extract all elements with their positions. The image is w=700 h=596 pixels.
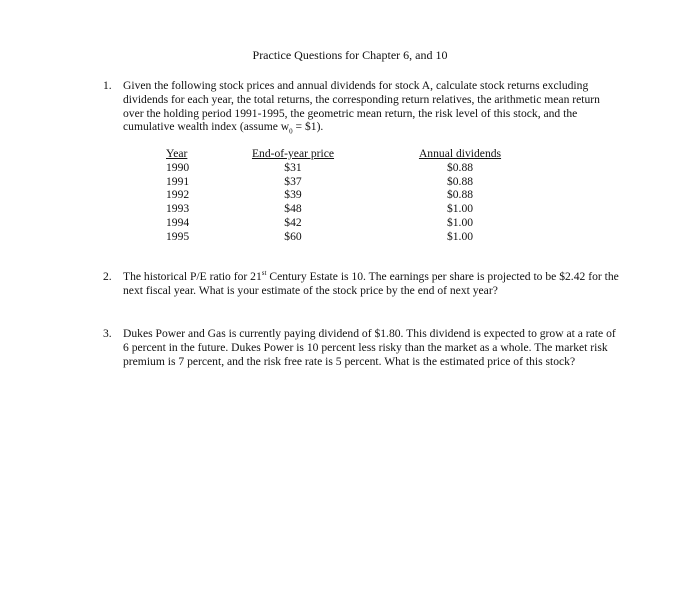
dividend-column <box>414 147 506 244</box>
document-title: Practice Questions for Chapter 6, and 10 <box>252 48 448 62</box>
price-cell: $42 <box>284 215 302 229</box>
question-text-part: Given the following stock prices and annual dividends for stock A, calculate stock returns excluding dividends for each year, the total returns, the corresponding return relatives, the arithmetic mean return over the holding period 1991-1995, the geometric mean return, the risk level of this stock, and the cumulative wealth index (assume w <box>123 79 600 134</box>
question-2 <box>103 270 623 298</box>
price-cell: $48 <box>284 202 302 216</box>
year-cell: 1990 <box>166 160 190 174</box>
question-text <box>123 79 623 134</box>
price-cell: $31 <box>284 160 302 174</box>
dividend-cell: $1.00 <box>446 215 474 229</box>
question-text <box>123 270 623 298</box>
year-cell: 1993 <box>166 202 190 216</box>
year-header: Year <box>166 147 188 160</box>
dividend-cell: $1.00 <box>446 202 474 216</box>
price-cell: $39 <box>284 188 302 202</box>
stock-data-table <box>0 147 700 247</box>
price-cell: $60 <box>284 229 302 243</box>
question-text-part: = $1). <box>292 120 324 134</box>
year-cell: 1995 <box>166 229 190 243</box>
year-cell: 1991 <box>166 174 190 188</box>
subscript: 0 <box>289 127 293 136</box>
price-cell: $37 <box>284 174 302 188</box>
year-cell: 1994 <box>166 215 190 229</box>
dividend-header: Annual dividends <box>418 147 502 160</box>
dividend-cell: $0.88 <box>446 188 474 202</box>
question-3 <box>103 327 623 368</box>
dividend-cell: $1.00 <box>446 229 474 243</box>
question-1 <box>103 79 623 134</box>
price-header: End-of-year price <box>251 147 335 160</box>
question-text-part: Century Estate is 10. The earnings per share is projected to be $2.42 for the next fiscal year. What is your estimate of the stock price by the end of next year? <box>123 270 619 297</box>
year-column <box>166 147 206 244</box>
question-number: 3. <box>103 327 112 340</box>
question-text-part: The historical P/E ratio for 21 <box>123 270 262 283</box>
question-number: 2. <box>103 270 112 283</box>
question-number: 1. <box>103 79 112 92</box>
year-cell: 1992 <box>166 188 190 202</box>
superscript: st <box>261 269 267 278</box>
dividend-cell: $0.88 <box>446 160 474 174</box>
dividend-cell: $0.88 <box>446 174 474 188</box>
question-text: Dukes Power and Gas is currently paying dividend of $1.80. This dividend is expected to grow at a rate of 6 percent in the future. Dukes Power is 10 percent less risky than the market as a whole. The market risk premium is 7 percent, and the risk free rate is 5 percent. What is the estimated price of this stock? <box>123 327 616 368</box>
price-column <box>248 147 338 244</box>
